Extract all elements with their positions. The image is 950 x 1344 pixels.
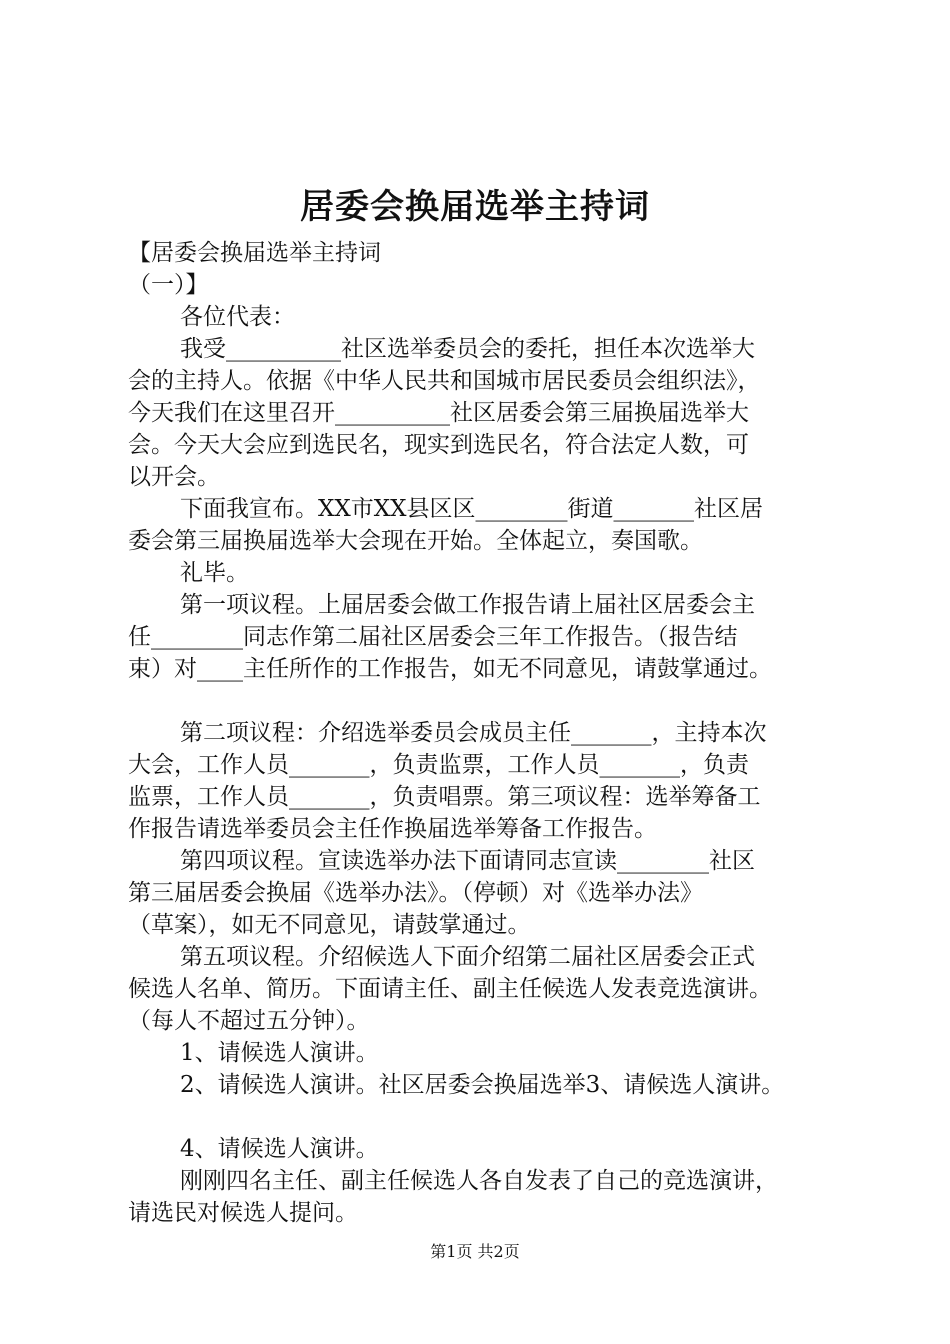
text-line: 大会，工作人员_______，负责监票，工作人员_______，负责 — [128, 752, 749, 778]
blank-line — [128, 1101, 850, 1133]
text-line: 第二项议程：介绍选举委员会成员主任_______，主持本次 — [180, 720, 767, 746]
text-line: 请选民对候选人提问。 — [128, 1200, 358, 1226]
text-line: 今天我们在这里召开__________社区居委会第三届换届选举大 — [128, 400, 749, 426]
text-line: （每人不超过五分钟）。 — [128, 1008, 370, 1034]
text-line: 第五项议程。介绍候选人下面介绍第二届社区居委会正式 — [180, 944, 755, 970]
text-line: 4、请候选人演讲。 — [180, 1136, 379, 1162]
text-line: 下面我宣布。XX市XX县区区________街道_______社区居 — [180, 496, 763, 522]
text-line: （草案），如无不同意见，请鼓掌通过。 — [128, 912, 531, 938]
blank-line — [128, 685, 850, 717]
text-line: 各位代表： — [180, 304, 295, 330]
text-line: 第一项议程。上届居委会做工作报告请上届社区居委会主 — [180, 592, 755, 618]
text-line: 第四项议程。宣读选举办法下面请同志宣读________社区 — [180, 848, 755, 874]
text-line: 束）对____主任所作的工作报告，如无不同意见，请鼓掌通过。 — [128, 656, 772, 682]
text-line: 作报告请选举委员会主任作换届选举筹备工作报告。 — [128, 816, 657, 842]
text-line: 监票，工作人员_______，负责唱票。第三项议程：选举筹备工 — [128, 784, 761, 810]
text-line: 1、请候选人演讲。 — [180, 1040, 379, 1066]
text-line: 任________同志作第二届社区居委会三年工作报告。（报告结 — [128, 624, 738, 650]
text-line: 以开会。 — [128, 464, 220, 490]
text-line: 【居委会换届选举主持词 — [128, 240, 381, 266]
text-line: 我受__________社区选举委员会的委托，担任本次选举大 — [180, 336, 755, 362]
text-line: 候选人名单、简历。下面请主任、副主任候选人发表竞选演讲。 — [128, 976, 772, 1002]
text-line: 委会第三届换届选举大会现在开始。全体起立，奏国歌。 — [128, 528, 703, 554]
text-line: 刚刚四名主任、副主任候选人各自发表了自己的竞选演讲， — [180, 1168, 778, 1194]
text-line: 礼毕。 — [180, 560, 249, 586]
text-line: （一）】 — [128, 272, 209, 298]
text-line: 2、请候选人演讲。社区居委会换届选举3、请候选人演讲。 — [180, 1072, 785, 1098]
text-line: 会的主持人。依据《中华人民共和国城市居民委员会组织法》， — [128, 368, 761, 394]
text-line: 会。今天大会应到选民名，现实到选民名，符合法定人数，可 — [128, 432, 749, 458]
text-line: 第三届居委会换届《选举办法》。（停顿）对《选举办法》 — [128, 880, 703, 906]
document-title: 居委会换届选举主持词 — [300, 187, 650, 227]
page-number-footer: 第1页 共2页 — [430, 1242, 520, 1261]
document-body — [128, 237, 850, 1229]
